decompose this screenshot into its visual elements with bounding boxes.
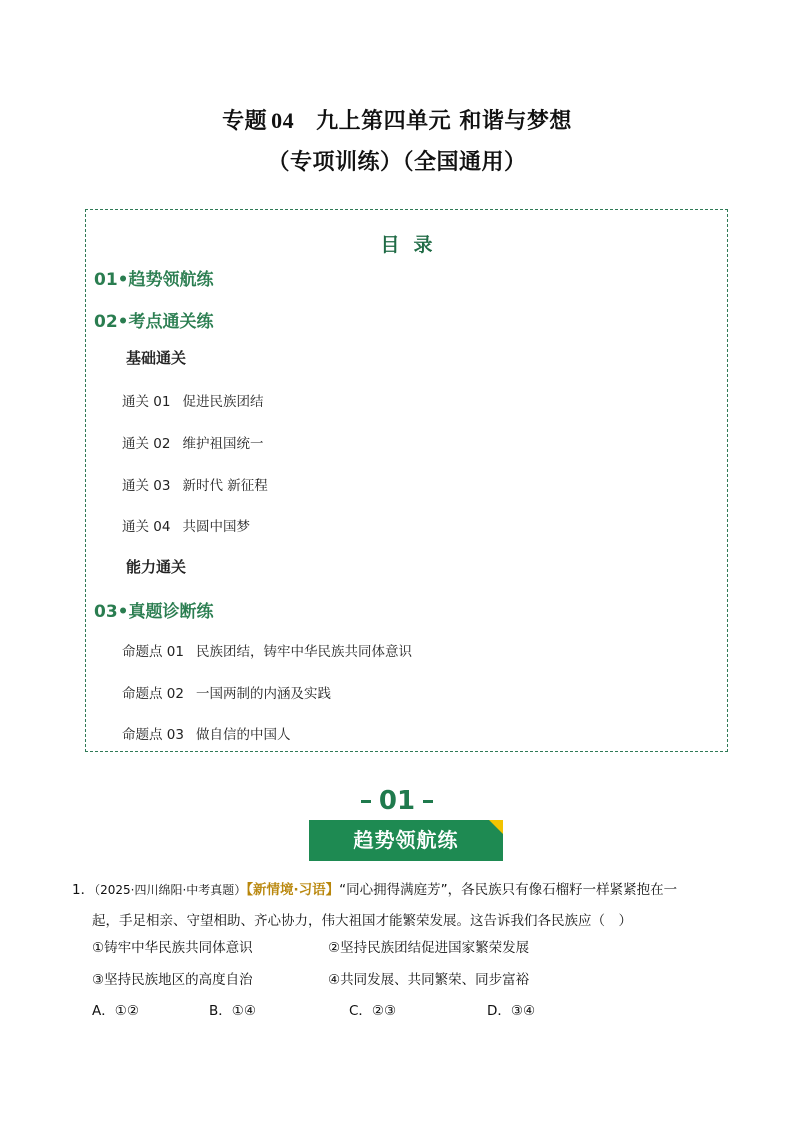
- section-banner-label: 趋势领航练: [353, 828, 459, 852]
- title-rest: 九上第四单元 和谐与梦想: [316, 109, 572, 134]
- toc-section-03[interactable]: 03•真题诊断练: [94, 602, 214, 622]
- dash-right: [423, 800, 433, 803]
- banner-corner-decoration: [489, 820, 503, 834]
- toc-sub-ability[interactable]: 能力通关: [126, 558, 187, 576]
- statement-4: ④共同发展、共同繁荣、同步富裕: [328, 972, 530, 988]
- question-number: 1．: [72, 882, 95, 898]
- dash-left: [361, 800, 371, 803]
- choice-b[interactable]: B．①④: [209, 1003, 256, 1019]
- question-text-2: 起，手足相亲、守望相助、齐心协力，伟大祖国才能繁荣发展。这告诉我们各民族应（ ）: [92, 913, 632, 929]
- statement-3: ③坚持民族地区的高度自治: [92, 972, 253, 988]
- question-1: [72, 875, 732, 937]
- toc-heading: 目录: [380, 234, 447, 256]
- title-number: 04: [271, 108, 295, 133]
- toc-section-02[interactable]: 02•考点通关练: [94, 312, 214, 332]
- statement-1: ①铸牢中华民族共同体意识: [92, 940, 253, 956]
- toc-item-code: 命题点 01: [122, 644, 184, 660]
- toc-item-text: 维护祖国统一: [182, 436, 264, 452]
- document-title-line1: [0, 104, 794, 135]
- toc-item-text: 做自信的中国人: [195, 727, 291, 743]
- toc-item-code: 命题点 03: [122, 727, 184, 743]
- table-of-contents: [85, 209, 728, 752]
- question-source: （2025·四川绵阳·中考真题）: [94, 883, 247, 897]
- section-banner: [309, 820, 503, 861]
- choice-c[interactable]: C．②③: [349, 1003, 397, 1019]
- answer-choices: [92, 999, 535, 1019]
- choice-a[interactable]: A．①②: [92, 1003, 139, 1019]
- toc-item-basic-04[interactable]: [122, 515, 250, 535]
- statement-2: ②坚持民族团结促进国家繁荣发展: [328, 940, 530, 956]
- toc-item-code: 命题点 02: [122, 686, 184, 702]
- toc-item-real-02[interactable]: [122, 682, 331, 702]
- statements-row-1: [92, 936, 529, 956]
- toc-item-real-01[interactable]: [122, 640, 412, 660]
- toc-sub-basic[interactable]: 基础通关: [126, 349, 187, 367]
- toc-item-code: 通关 03: [122, 478, 171, 494]
- toc-item-text: 一国两制的内涵及实践: [195, 686, 331, 702]
- toc-item-basic-01[interactable]: [122, 390, 263, 410]
- toc-section-01[interactable]: 01•趋势领航练: [94, 270, 214, 290]
- toc-item-text: 促进民族团结: [182, 394, 264, 410]
- question-text-1: “同心拥得满庭芳”，各民族只有像石榴籽一样紧紧抱在一: [339, 882, 678, 898]
- question-tag: 【新情境·习语】: [246, 882, 340, 898]
- question-line-1: [72, 875, 732, 906]
- title-prefix: 专题: [222, 109, 268, 134]
- toc-item-code: 通关 01: [122, 394, 171, 410]
- toc-item-basic-02[interactable]: [122, 432, 263, 452]
- section-number-heading: [0, 786, 794, 816]
- section-number: 01: [378, 786, 416, 816]
- toc-item-text: 民族团结，铸牢中华民族共同体意识: [195, 644, 412, 660]
- toc-item-real-03[interactable]: [122, 723, 290, 743]
- toc-item-code: 通关 02: [122, 436, 171, 452]
- document-title-line2: （专项训练）（全国通用）: [267, 150, 527, 175]
- toc-item-code: 通关 04: [122, 519, 171, 535]
- toc-item-text: 新时代 新征程: [182, 478, 268, 494]
- toc-item-basic-03[interactable]: [122, 474, 268, 494]
- statements-row-2: [92, 968, 529, 988]
- choice-d[interactable]: D．③④: [487, 1003, 536, 1019]
- toc-item-text: 共圆中国梦: [182, 519, 250, 535]
